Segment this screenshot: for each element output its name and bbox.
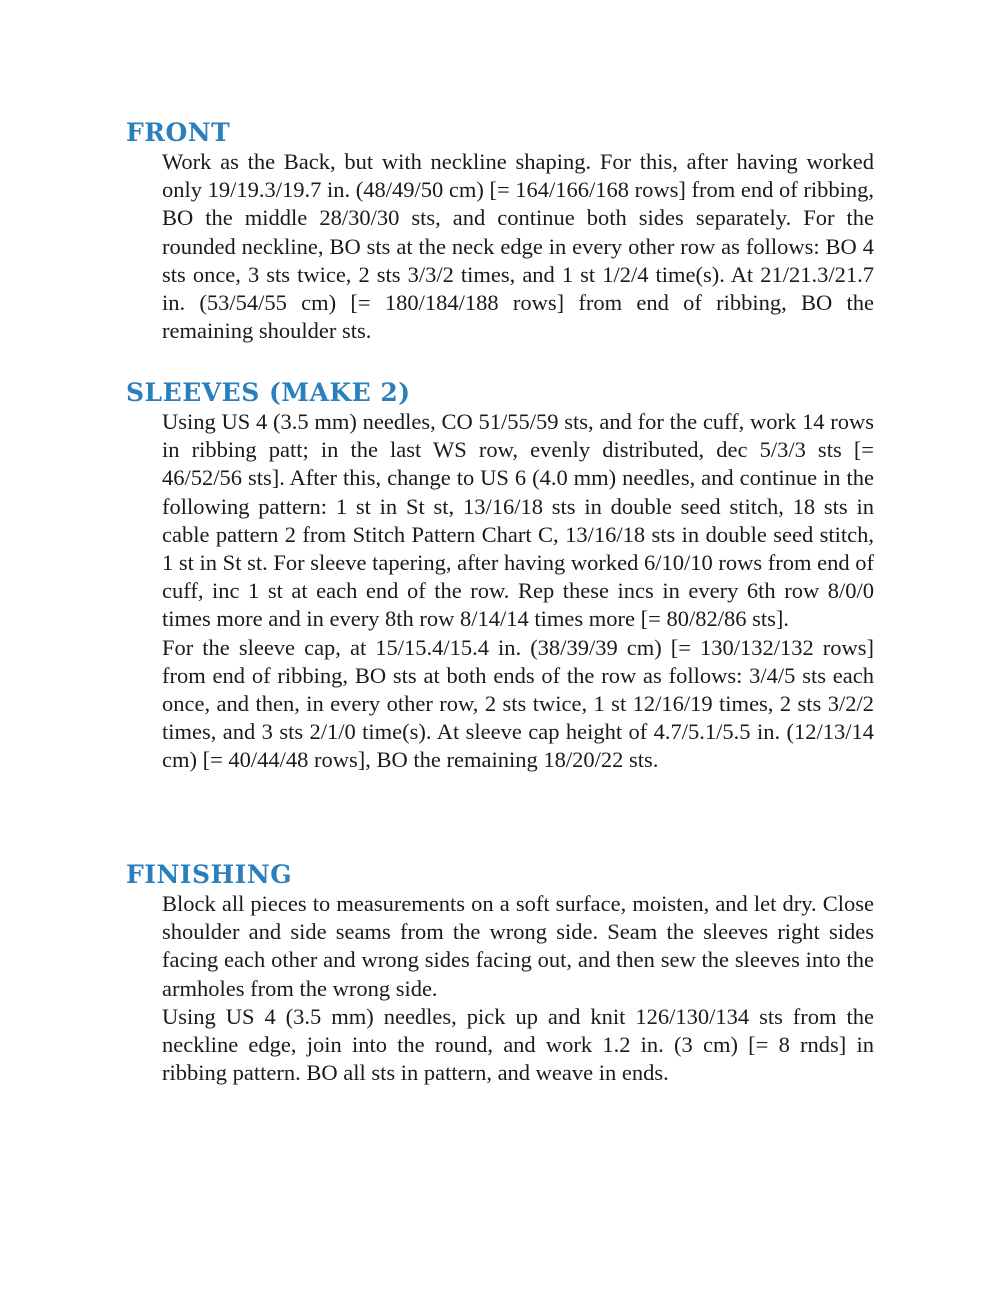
section-finishing (126, 860, 874, 1087)
section-heading-finishing: FINISHING (126, 860, 293, 889)
section-heading-sleeves: SLEEVES (MAKE 2) (126, 378, 411, 407)
section-heading-front: FRONT (126, 118, 231, 147)
section-sleeves (126, 378, 874, 775)
paragraph-sleeves-2: For the sleeve cap, at 15/15.4/15.4 in. (38/39/39 cm) [= 130/132/132 rows] from end of ribbing, BO sts at both ends of the row as follows: 3/4/5 sts each once, and then, in every other row, 2 sts twice, 1 st 12/16/19 times, 2 sts 3/2/2 times, and 3 sts 2/1/0 time(s). At sleeve cap height of 4.7/5.1/5.5 in. (12/13/14 cm) [= 40/44/48 rows], BO the remaining 18/20/22 sts. (162, 634, 874, 773)
paragraph-sleeves-1: Using US 4 (3.5 mm) needles, CO 51/55/59 sts, and for the cuff, work 14 rows in ribbing patt; in the last WS row, evenly distributed, dec 5/3/3 sts [= 46/52/56 sts]. After this, change to US 6 (4.0 mm) needles, and continue in the following pattern: 1 st in St st, 13/16/18 sts in double seed stitch, 18 sts in cable pattern 2 from Stitch Pattern Chart C, 13/16/18 sts in double seed stitch, 1 st in St st. For sleeve tapering, after having worked 6/10/10 rows from end of cuff, inc 1 st at each end of the row. Rep these incs in every 6th row 8/0/0 times more and in every 8th row 8/14/14 times more [= 80/82/86 sts]. (162, 409, 874, 632)
section-front (126, 118, 874, 345)
paragraph-front-1: Work as the Back, but with neckline shaping. For this, after having worked only 19/19.3/19.7 in. (48/49/50 cm) [= 164/166/168 rows] from end of ribbing, BO the middle 28/30/30 sts, and continue both sides separately. For the rounded neckline, BO sts at the neck edge in every other row as follows: BO 4 sts once, 3 sts twice, 2 sts 3/3/2 times, and 1 st 1/2/4 time(s). At 21/21.3/21.7 in. (53/54/55 cm) [= 180/184/188 rows] from end of ribbing, BO the remaining shoulder sts. (162, 149, 874, 344)
paragraph-finishing-1: Block all pieces to measurements on a soft surface, moisten, and let dry. Close shoulder and side seams from the wrong side. Seam the sleeves right sides facing each other and wrong sides facing out, and then sew the sleeves into the armholes from the wrong side. (162, 891, 874, 1001)
paragraph-finishing-2: Using US 4 (3.5 mm) needles, pick up and knit 126/130/134 sts from the neckline edge, join into the round, and work 1.2 in. (3 cm) [= 8 rnds] in ribbing pattern. BO all sts in pattern, and weave in ends. (162, 1003, 874, 1086)
